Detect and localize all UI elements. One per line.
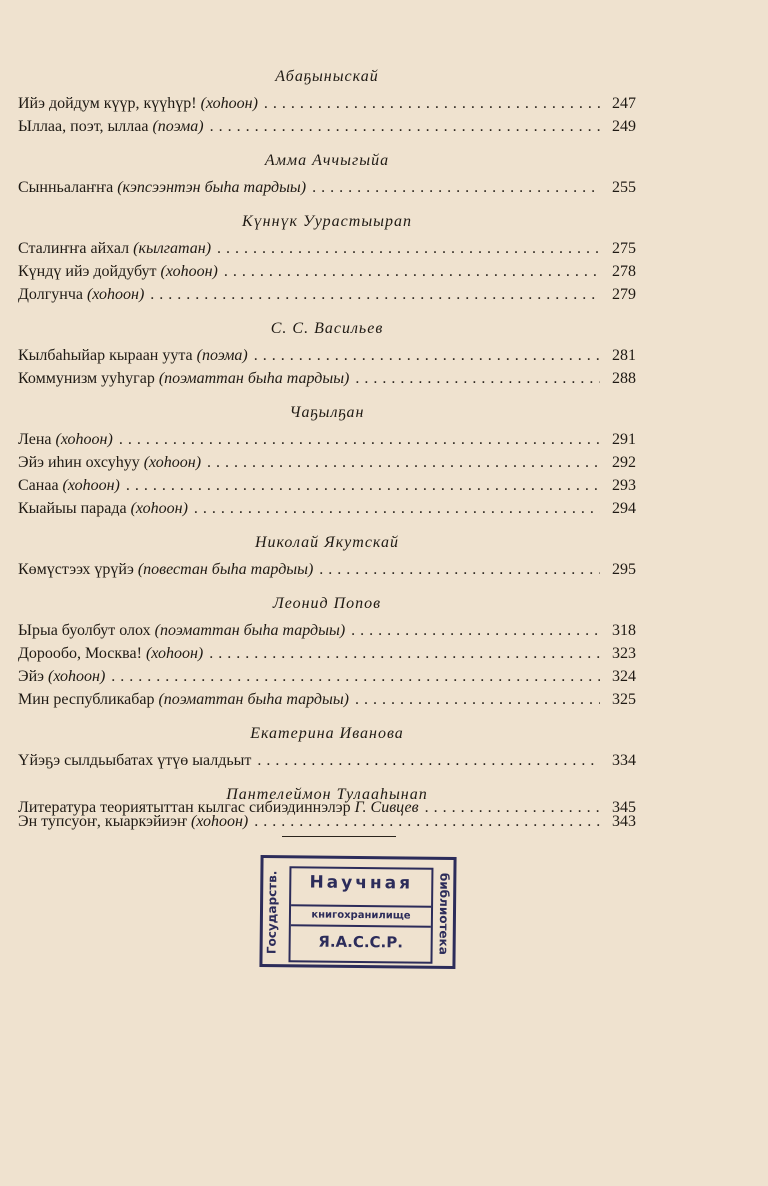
entry-genre: (поэматтан быһа тардыы): [154, 622, 346, 639]
library-stamp: [259, 855, 456, 969]
entry-genre: (хоһоон): [200, 95, 258, 112]
leader-dots: [254, 344, 600, 367]
stamp-middle-text: книгохранилище: [291, 904, 431, 927]
stamp-bottom-text: Я.А.С.С.Р.: [318, 932, 404, 952]
entry-genre: (хоһоон): [55, 431, 113, 448]
entry-title-text: Эйэ: [18, 668, 48, 685]
entry-genre: (поэматтан быһа тардыы): [158, 370, 350, 387]
page-number: 275: [612, 240, 636, 257]
entry-title-text: Лена: [18, 431, 56, 448]
page-number: 281: [612, 347, 636, 364]
toc-section: [18, 207, 636, 306]
end-rule: [282, 836, 396, 837]
entry-title: [18, 619, 345, 642]
toc-entry: [18, 642, 636, 665]
entry-author: Г. Сивцев: [354, 799, 419, 816]
page-number: 343: [612, 813, 636, 830]
entry-genre: (хоһоон): [130, 500, 188, 517]
toc-entry: [18, 260, 636, 283]
entry-genre: (кэпсээнтэн быһа тардыы): [117, 179, 307, 196]
author-heading: Амма Аччыгыйа: [264, 152, 390, 169]
toc-entry: [18, 474, 636, 497]
toc-entry: [18, 176, 636, 199]
entry-title: [18, 237, 211, 260]
leader-dots: [355, 688, 600, 711]
entry-title: [18, 558, 313, 581]
author-heading: Чаҕылҕан: [289, 404, 365, 421]
entry-title-text: Сынньалаҥҥа: [18, 179, 118, 196]
leader-dots: [207, 451, 600, 474]
entry-title-text: Ыллаа, поэт, ыллаа: [18, 118, 153, 135]
entry-title: [18, 92, 258, 115]
page-number: 255: [612, 179, 636, 196]
toc-entry: [18, 283, 636, 306]
entry-title: [18, 344, 248, 367]
toc-entry: [18, 665, 636, 688]
entry-title: [18, 688, 349, 711]
entry-title: [18, 367, 349, 390]
leader-dots: [264, 92, 600, 115]
leader-dots: [119, 428, 600, 451]
toc-entry: [18, 428, 636, 451]
page-number: 292: [612, 454, 636, 471]
toc-entry: [18, 367, 636, 390]
entry-genre: (хоһоон): [48, 668, 106, 685]
stamp-top-text: Научная: [309, 872, 414, 894]
leader-dots: [210, 115, 600, 138]
table-of-contents: [18, 60, 636, 841]
leader-dots: [319, 558, 600, 581]
entry-genre: (повестан быһа тардыы): [137, 561, 314, 578]
entry-title: [18, 176, 306, 199]
toc-section: [18, 589, 636, 711]
entry-title: [18, 497, 188, 520]
entry-title-text: Литература теориятыттан кылгас сибиэдиннэлэр: [18, 799, 355, 816]
leader-dots: [224, 260, 600, 283]
toc-section: [18, 146, 636, 199]
stamp-right-text: библиотека: [436, 872, 452, 955]
page-number: 323: [612, 645, 636, 662]
leader-dots: [351, 619, 600, 642]
entry-title: [18, 260, 218, 283]
entry-title-text: Коммунизм ууһугар: [18, 370, 159, 387]
leader-dots: [126, 474, 600, 497]
toc-section: [18, 398, 636, 520]
toc-entry: [18, 451, 636, 474]
toc-entry: [18, 344, 636, 367]
page-number: 247: [612, 95, 636, 112]
entry-title-text: Кылбаһыйар кыраан уута: [18, 347, 197, 364]
entry-title-text: Күндү ийэ дойдубут: [18, 263, 161, 280]
author-heading: Екатерина Иванова: [250, 725, 404, 742]
toc-entry: [18, 92, 636, 115]
entry-title-text: Ийэ дойдум күүр, күүһүр!: [18, 95, 201, 112]
leader-dots: [209, 642, 600, 665]
entry-title: [18, 283, 144, 306]
author-heading: Леонид Попов: [272, 595, 382, 612]
author-heading: Күннүк Уурастыырап: [242, 213, 412, 230]
entry-title: [18, 642, 203, 665]
author-heading: Пантелеймон Тулааһынап: [226, 786, 428, 803]
toc-entry: [18, 558, 636, 581]
entry-title-text: Дорообо, Москва!: [18, 645, 146, 662]
entry-title: [18, 796, 419, 819]
page-number: 278: [612, 263, 636, 280]
leader-dots: [312, 176, 600, 199]
entry-genre: (поэма): [152, 118, 204, 135]
toc-entry: [18, 237, 636, 260]
page-number: 334: [612, 752, 636, 769]
author-heading: С. С. Васильев: [270, 320, 384, 337]
leader-dots: [217, 237, 600, 260]
toc-section: [18, 62, 636, 138]
entry-genre: (хоһоон): [190, 813, 249, 830]
toc-section: [18, 719, 636, 772]
entry-genre: (хоһоон): [145, 645, 204, 662]
toc-entry: [18, 619, 636, 642]
entry-genre: (хоһоон): [86, 286, 145, 303]
page-number: 279: [612, 286, 636, 303]
entry-genre: (поэматтан быһа тардыы): [158, 691, 349, 708]
page-number: 294: [612, 500, 636, 517]
page-number: 293: [612, 477, 636, 494]
page-number: 291: [612, 431, 636, 448]
leader-dots: [257, 749, 600, 772]
entry-title-text: Санаа: [18, 477, 63, 494]
entry-title-text: Көмүстээх үрүйэ: [18, 561, 138, 578]
page-number: 288: [612, 370, 636, 387]
entry-genre: (хоһоон): [62, 477, 120, 494]
entry-title-text: Кыайыы парада: [18, 500, 131, 517]
entry-genre: (поэма): [196, 347, 248, 364]
toc-section: [18, 528, 636, 581]
entry-title: [18, 749, 251, 772]
page-number: 249: [612, 118, 636, 135]
entry-title: [18, 665, 105, 688]
entry-title-text: Мин республикабар: [18, 691, 159, 708]
leader-dots: [111, 665, 600, 688]
stamp-left-text: Государств.: [264, 870, 280, 954]
page-number: 345: [612, 799, 636, 816]
toc-section: [18, 314, 636, 390]
entry-genre: (хоһоон): [160, 263, 218, 280]
entry-title: [18, 474, 120, 497]
entry-title-text: Эн тупсуоҥ, кыаркэйиэҥ: [18, 813, 191, 830]
entry-title-text: Эйэ иһин охсуһуу: [18, 454, 144, 471]
entry-title-text: Үйэҕэ сылдьыбатах үтүө ыалдьыт: [18, 752, 252, 769]
entry-title-text: Долгунча: [18, 286, 87, 303]
toc-entry: [18, 497, 636, 520]
leader-dots: [425, 796, 600, 819]
entry-title-text: Ырыа буолбут олох: [18, 622, 155, 639]
author-heading: Николай Якутскай: [254, 534, 400, 551]
leader-dots: [194, 497, 600, 520]
entry-title: [18, 428, 113, 451]
page-number: 325: [612, 691, 636, 708]
toc-entry: [18, 749, 636, 772]
entry-title: [18, 451, 201, 474]
page-number: 324: [612, 668, 636, 685]
toc-entry: [18, 115, 636, 138]
stamp-inner-frame: [288, 866, 433, 964]
author-heading: Абаҕыныскай: [275, 68, 379, 85]
leader-dots: [355, 367, 600, 390]
entry-genre: (хоһоон): [143, 454, 202, 471]
leader-dots: [150, 283, 600, 306]
page-number: 318: [612, 622, 636, 639]
entry-genre: (кылгатан): [133, 240, 212, 257]
entry-title: [18, 115, 204, 138]
page-number: 295: [612, 561, 636, 578]
toc-entry-literature: [18, 796, 636, 819]
toc-entry: [18, 688, 636, 711]
entry-title-text: Сталиҥҥа айхал: [18, 240, 134, 257]
